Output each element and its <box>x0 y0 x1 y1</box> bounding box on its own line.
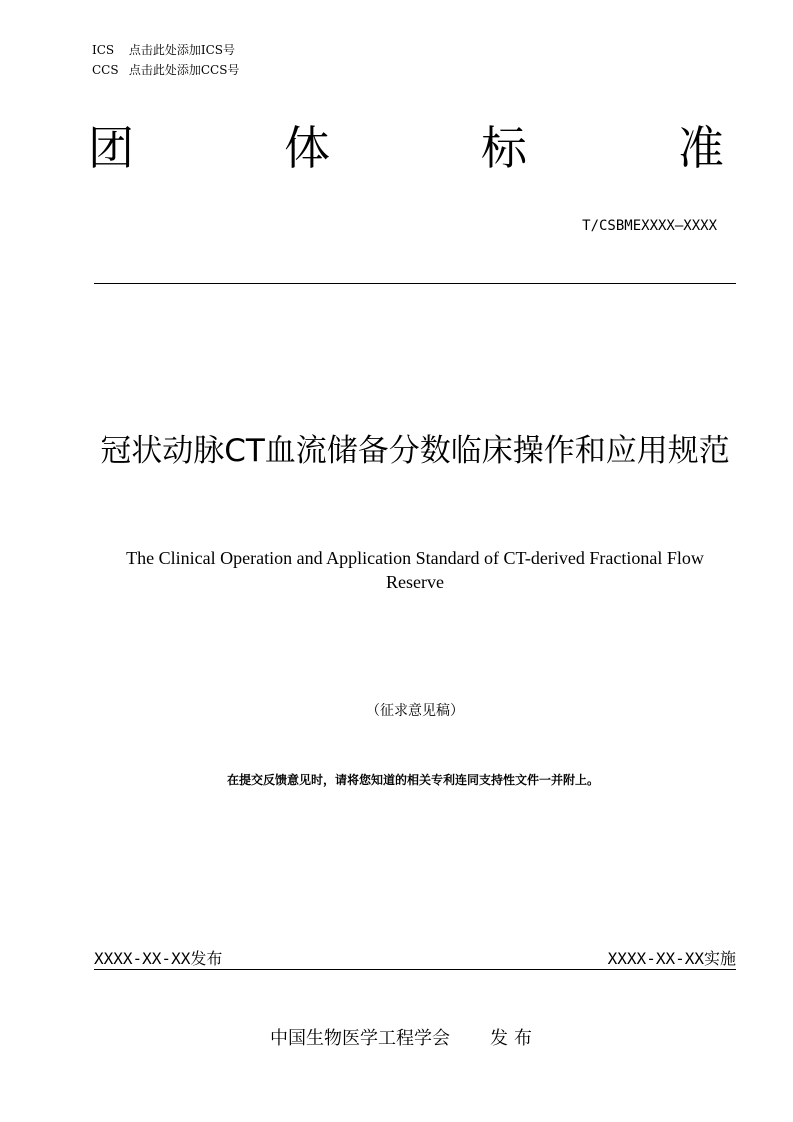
draft-status: （征求意见稿） <box>366 703 464 719</box>
ics-label: ICS <box>92 43 115 57</box>
ics-placeholder[interactable]: 点击此处添加ICS号 <box>128 43 235 57</box>
publisher-name: 中国生物医学工程学会 <box>270 1028 450 1049</box>
standard-type-char: 体 <box>284 121 330 175</box>
ccs-row <box>92 60 239 80</box>
title-english: The Clinical Operation and Application Standard of CT-derived Fractional Flow Reserve <box>126 548 704 592</box>
standard-type-char: 标 <box>481 121 527 175</box>
publish-date-label: 发布 <box>190 949 223 968</box>
patent-notice: 在提交反馈意见时，请将您知道的相关专利连同支持性文件一并附上。 <box>226 773 599 787</box>
classification-codes <box>92 40 239 80</box>
implement-date <box>608 946 736 969</box>
implement-date-label: 实施 <box>703 949 736 968</box>
publisher-action: 发布 <box>490 1028 538 1049</box>
implement-date-value: XXXX-XX-XX <box>607 949 704 968</box>
top-divider <box>94 283 736 284</box>
publish-date <box>94 946 222 969</box>
ccs-placeholder[interactable]: 点击此处添加CCS号 <box>128 63 240 77</box>
standard-type-char: 准 <box>678 121 724 175</box>
standard-type-title <box>88 118 728 178</box>
ics-row <box>92 40 239 60</box>
title-chinese: 冠状动脉CT血流储备分数临床操作和应用规范 <box>100 433 730 469</box>
publisher <box>270 1024 538 1050</box>
bottom-divider <box>94 969 736 970</box>
ccs-label: CCS <box>92 63 119 77</box>
publish-date-value: XXXX-XX-XX <box>94 949 191 968</box>
standard-type-char: 团 <box>88 121 134 175</box>
standard-number: T/CSBMEXXXX—XXXX <box>582 218 717 234</box>
